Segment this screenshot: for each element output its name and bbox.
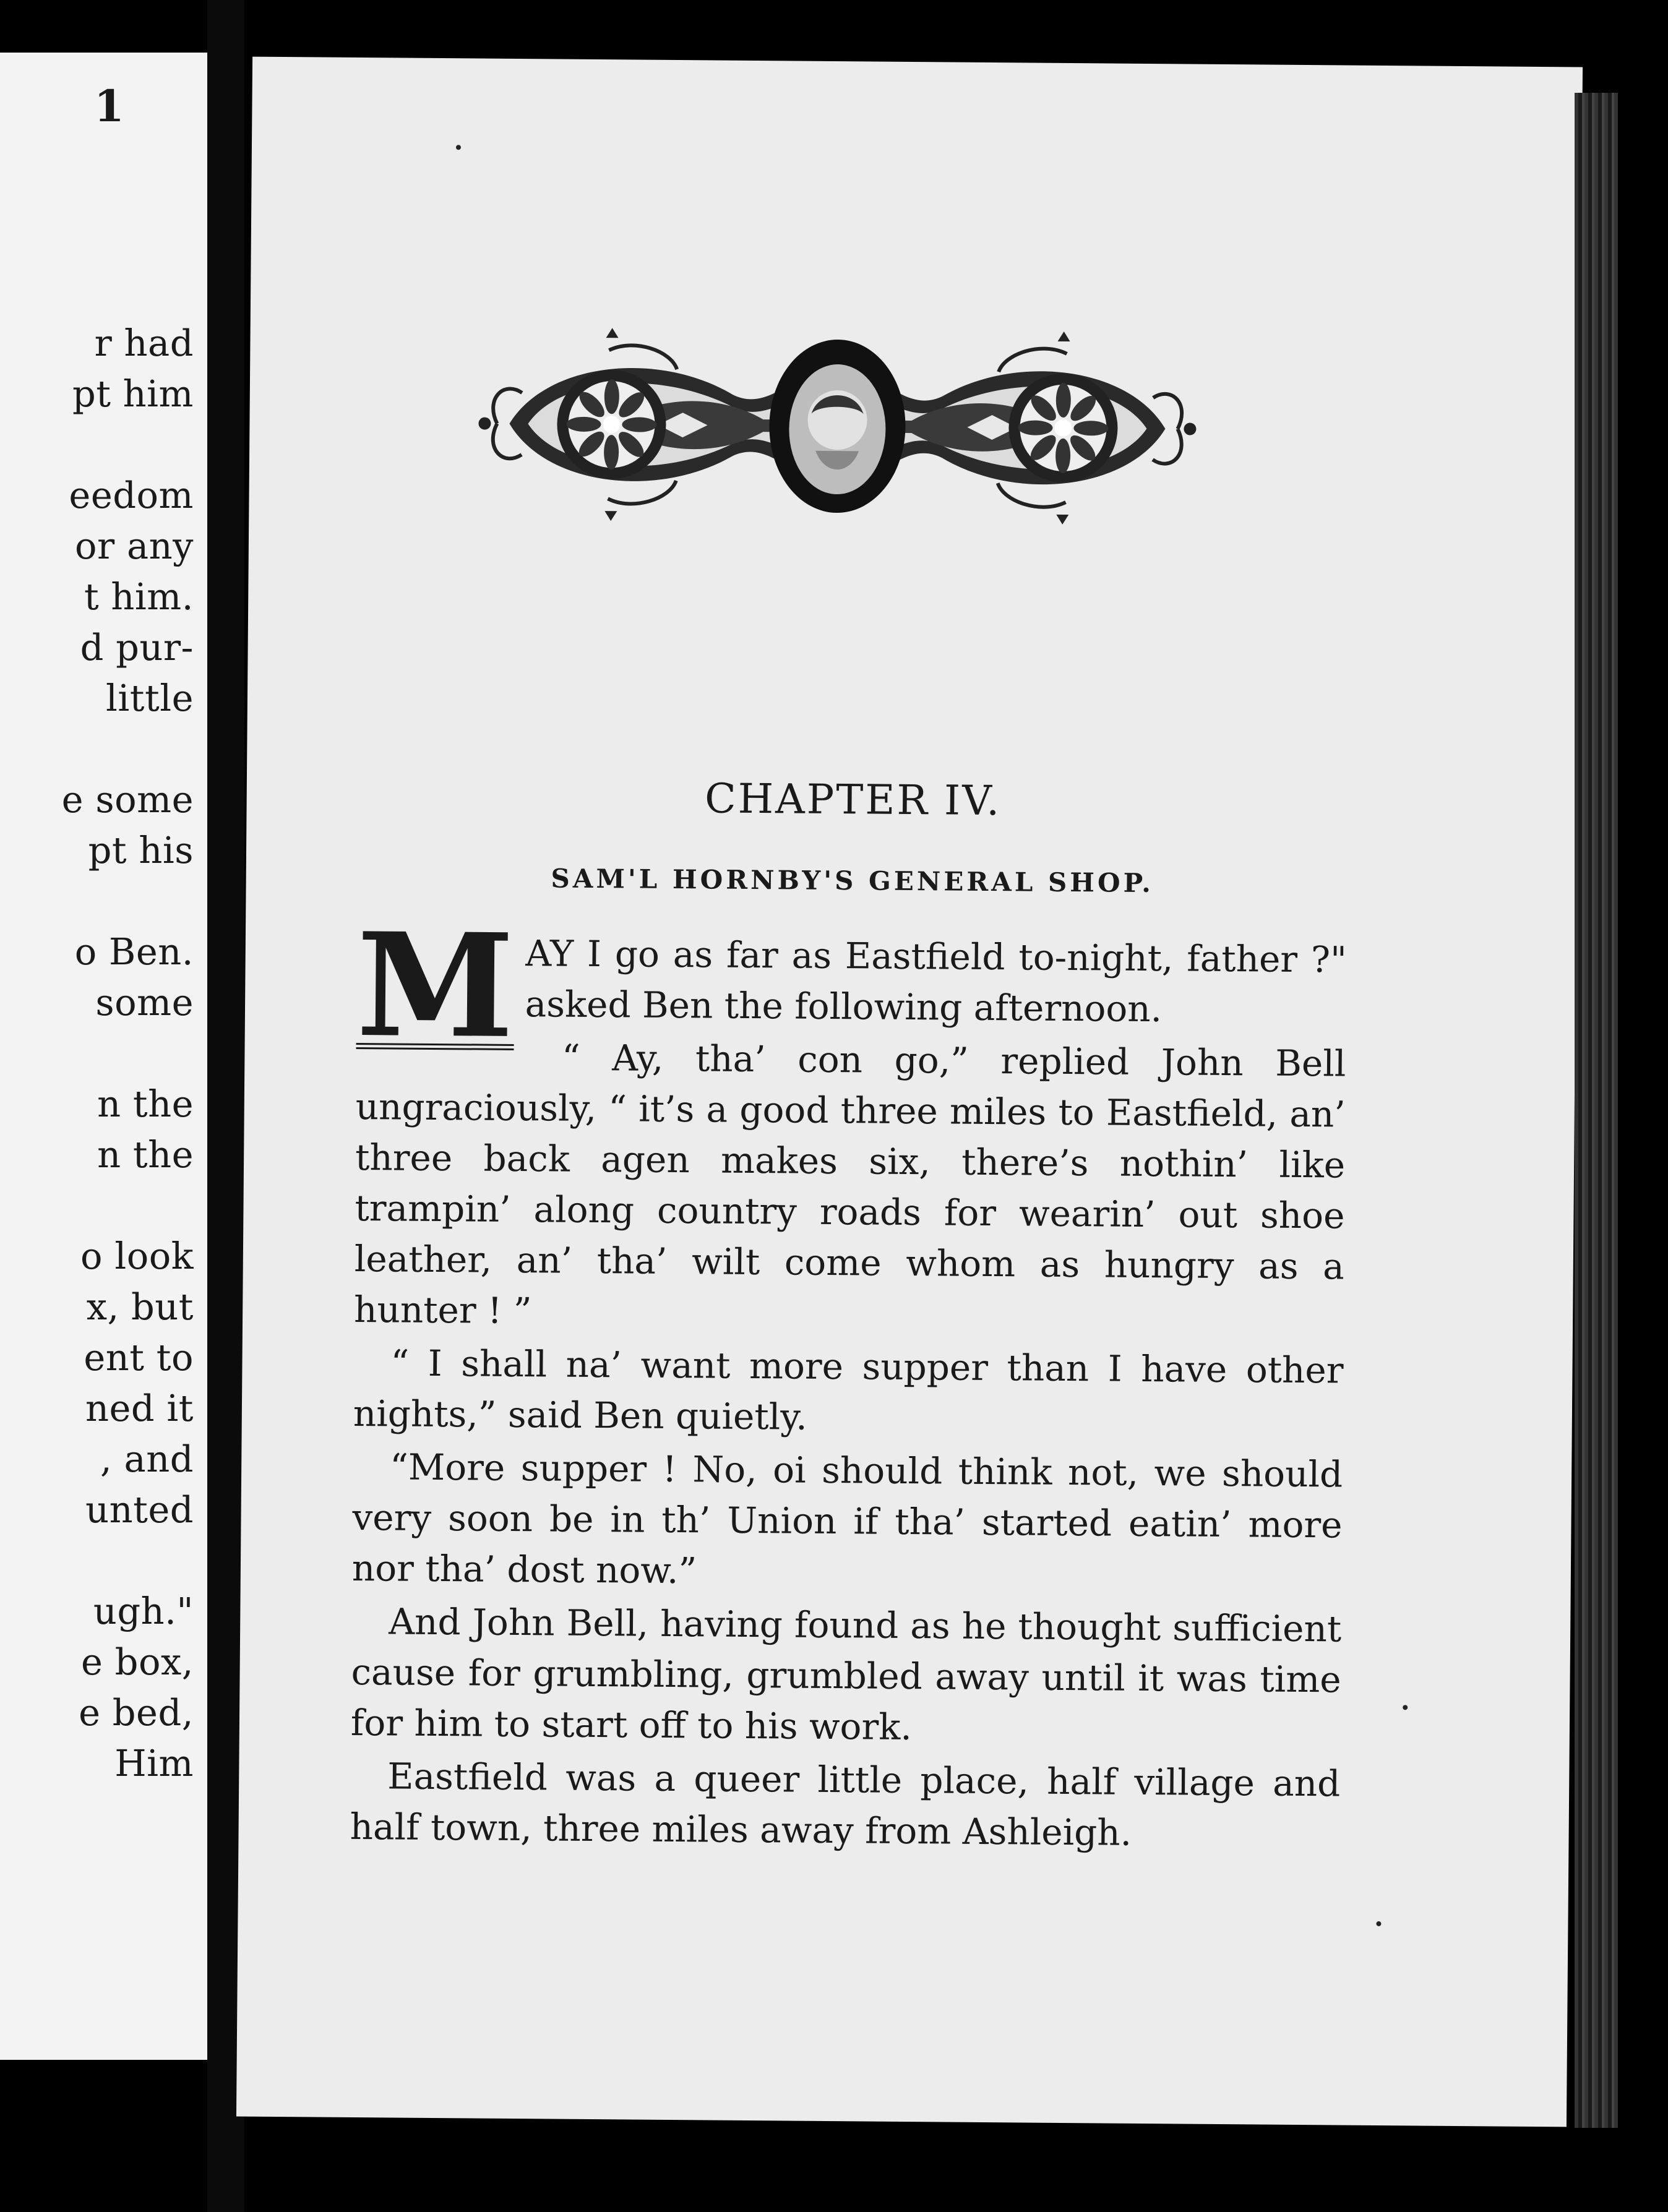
facing-page — [0, 53, 207, 2060]
facing-page-line: Him — [114, 1742, 194, 1785]
facing-page-line: n the — [97, 1133, 194, 1176]
paragraph-1-text: AY I go as far as Eastfield to-night, father ?" asked Ben the following afternoon. — [525, 932, 1347, 1031]
facing-page-line: ugh." — [93, 1590, 194, 1632]
print-speck — [1403, 1705, 1408, 1710]
paragraph-4: “More supper ! No, oi should think not, we should very soon be in th’ Union if tha’ started eatin’ more nor tha’ dost now.” — [351, 1446, 1343, 1592]
facing-page-line: e box, — [81, 1640, 194, 1683]
facing-page-line: d pur- — [80, 626, 194, 669]
facing-page-line: e some — [61, 778, 194, 821]
paragraph-3: “ I shall na’ want more supper than I have other nights,” said Ben quietly. — [353, 1342, 1344, 1438]
facing-page-line: some — [95, 981, 194, 1024]
print-speck — [1376, 1921, 1381, 1926]
facing-page-line: unted — [85, 1488, 194, 1531]
facing-page-line: r had — [94, 322, 194, 364]
facing-page-line: ned it — [85, 1387, 194, 1430]
book-page — [236, 57, 1583, 2127]
paragraph-1 — [356, 901, 1347, 1070]
facing-page-line: e bed, — [79, 1691, 194, 1734]
chapter-title: CHAPTER IV. — [704, 774, 1002, 825]
facing-page-line: t him. — [84, 575, 194, 618]
facing-page-line: ent to — [84, 1336, 194, 1379]
facing-page-line: pt him — [72, 372, 194, 415]
page-edges — [1575, 93, 1618, 2128]
chapter-subtitle: SAM'L HORNBY'S GENERAL SHOP. — [551, 863, 1154, 899]
facing-page-line: pt his — [88, 829, 194, 872]
ornamental-headpiece — [471, 324, 1203, 528]
facing-page-line: n the — [97, 1082, 194, 1125]
page-mark: 1 — [94, 80, 124, 132]
paragraph-2: “ Ay, tha’ con go,” replied John Bell ungraciously, “ it’s a good three miles to Eastfield, an’ three back agen makes six, there’s nothin’ like trampin’ along country roads for wearin’ out shoe leather, an’ tha’ wilt come whom as hungry as a hunter ! ” — [353, 1036, 1346, 1332]
facing-page-line: or any — [75, 525, 194, 567]
facing-page-line: o Ben. — [74, 930, 194, 973]
print-speck — [456, 145, 461, 150]
paragraph-5: And John Bell, having found as he thought sufficient cause for grumbling, grumbled away until it was time for him to start off to his work. — [350, 1600, 1342, 1749]
chapter-body — [350, 901, 1347, 1863]
paragraph-6: Eastfield was a queer little place, half village and half town, three miles away from Ashleigh. — [350, 1755, 1341, 1854]
facing-page-line: x, but — [86, 1285, 194, 1328]
facing-page-line: o look — [80, 1235, 194, 1277]
drop-cap: M — [356, 901, 515, 1070]
facing-page-line: little — [106, 677, 194, 719]
facing-page-line: , and — [100, 1438, 194, 1480]
facing-page-line: eedom — [69, 474, 194, 517]
